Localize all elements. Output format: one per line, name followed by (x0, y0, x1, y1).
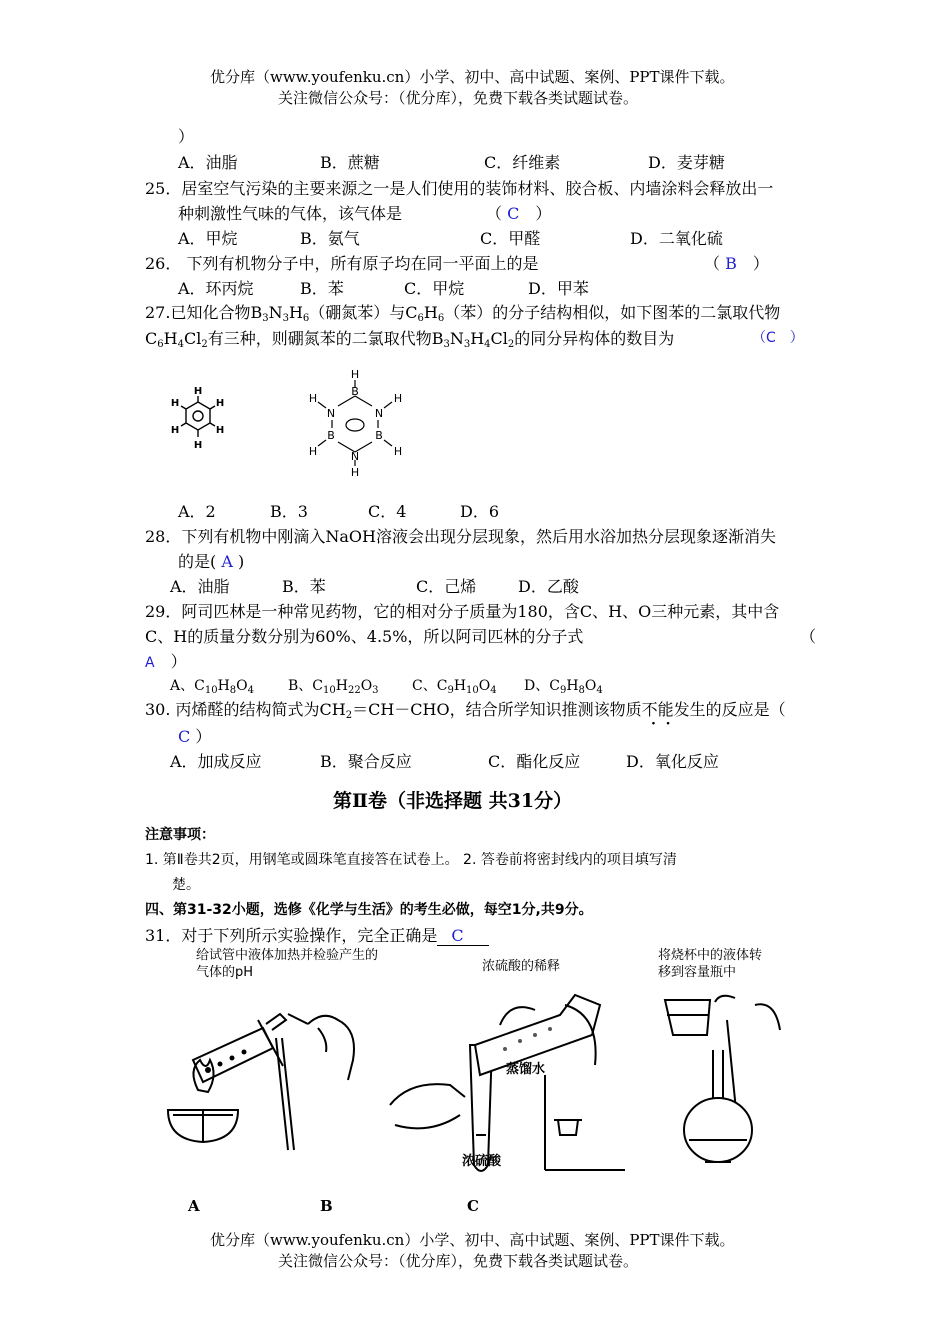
borazine-b-atom: B (327, 429, 335, 442)
section-title: 第Ⅱ卷（非选择题 共31分） (333, 790, 573, 812)
q27-option-a: A．2 (178, 502, 216, 521)
caption-c-1: 将烧杯中的液体转 (658, 948, 763, 963)
q30-emphasis: 不能 (641, 700, 674, 719)
q26-line-1: 26． 下列有机物分子中，所有原子均在同一平面上的是 (145, 254, 539, 273)
footer-line-2: 关注微信公众号：（优分库），免费下载各类试题试卷。 (278, 1252, 639, 1270)
q25-answer: C (507, 204, 520, 223)
q29-option-d: D、$C_9H_8O_4$ (524, 678, 603, 696)
notice-line-1: 1. 第Ⅱ卷共2页，用钢笔或圆珠笔直接答在试卷上。 2. 答卷前将密封线内的项目填写清 (145, 852, 677, 868)
caption-a-1: 给试管中液体加热并检验产生的 (196, 948, 379, 963)
q31-answer: C (451, 926, 464, 945)
q27-option-d: D．6 (460, 502, 500, 521)
q29-option-c: C、$C_9H_{10}O_4$ (412, 678, 497, 696)
caption-a-2: 气体的pH (196, 965, 254, 980)
notice-line-2: 楚。 (172, 877, 200, 893)
label-c: C (467, 1197, 479, 1215)
footer-line-1: 优分库（www.youfenku.cn）小学、初中、高中试题、案例、PPT课件下载。 (210, 1231, 735, 1249)
benzene-h-atom: H (215, 398, 225, 409)
part4-heading: 四、第31-32小题，选修《化学与生活》的考生必做，每空1分,共9分。 (145, 902, 593, 918)
q29-answer-line: A ） (145, 652, 187, 671)
borazine-b-atom: B (375, 429, 383, 442)
q29-line-1: 29．阿司匹林是一种常见药物，它的相对分子质量为180，含C、H、O三种元素，其中含 (145, 602, 780, 621)
borazine-h-atom: H (350, 466, 360, 479)
q25-answer-paren: （ C ） (486, 204, 552, 223)
q26-option-d: D．甲苯 (528, 279, 589, 298)
q26-answer-paren: （ B ） (704, 254, 769, 273)
q28-line-2: 的是( A ) (178, 552, 245, 571)
q28-option-c: C．己烯 (416, 577, 477, 596)
borazine-structure (300, 368, 410, 479)
q27-option-c: C．4 (368, 502, 407, 521)
caption-c-2: 移到容量瓶中 (658, 965, 737, 980)
q29-line-2: C、H的质量分数分别为60%、4.5%，所以阿司匹林的分子式 (145, 627, 584, 646)
q30-answer-line: C ） (178, 727, 212, 746)
q29-option-b: B、$C_{10}H_{22}O_3$ (288, 678, 379, 696)
illustration-c-flask (655, 990, 795, 1165)
q25-line-2: 种刺激性气味的气体，该气体是 (178, 204, 403, 223)
q31-stem: 31．对于下列所示实验操作，完全正确是 C (145, 923, 489, 946)
illustration-b-dilution (370, 985, 630, 1180)
caption-b: 浓硫酸的稀释 (482, 959, 561, 974)
q24-tail: ） (178, 127, 195, 146)
q29-option-a: A、$C_{10}H_8O_4$ (170, 678, 255, 696)
borazine-n-atom: N (326, 407, 336, 420)
label-conc-acid: 浓硫酸 (462, 1154, 502, 1169)
emphasis-dots: · · (651, 716, 671, 732)
q27-line-2: $C_6H_4Cl_2$有三种，则硼氮苯的二氯取代物$B_3N_3H_4Cl_2$的同分异构体的数目为 (145, 329, 675, 350)
benzene-h-atom: H (193, 440, 203, 451)
benzene-h-atom: H (170, 425, 180, 436)
q29-paren-open: （ (800, 627, 817, 646)
notice-title: 注意事项： (145, 827, 215, 843)
borazine-h-atom: H (393, 445, 403, 458)
q27-line-1: 27.已知化合物$B_3N_3H_6$（硼氮苯）与$C_6H_6$（苯）的分子结构相似，如下图苯的二氯取代物 (145, 303, 781, 324)
q28-option-a: A．油脂 (170, 577, 230, 596)
q26-option-a: A．环丙烷 (178, 279, 254, 298)
header-line-2: 关注微信公众号：（优分库），免费下载各类试题试卷。 (278, 89, 639, 107)
q27-option-b: B．3 (270, 502, 308, 521)
illustration-a-heating (158, 1000, 368, 1170)
q25-option-c: C．甲醛 (480, 229, 541, 248)
q25-line-1: 25．居室空气污染的主要来源之一是人们使用的装饰材料、胶合板、内墙涂料会释放出一 (145, 179, 774, 198)
q24-option-d: D．麦芽糖 (648, 153, 725, 172)
q30-option-b: B．聚合反应 (320, 752, 412, 771)
header-line-1: 优分库（www.youfenku.cn）小学、初中、高中试题、案例、PPT课件下载。 (210, 68, 735, 86)
borazine-n-atom: N (374, 407, 384, 420)
q28-line-1: 28．下列有机物中刚滴入NaOH溶液会出现分层现象，然后用水浴加热分层现象逐渐消失 (145, 527, 776, 546)
q29-answer: A (145, 655, 155, 671)
label-a: A (188, 1197, 200, 1215)
label-b: B (320, 1197, 333, 1215)
label-distilled-water: 蒸馏水 (506, 1062, 546, 1077)
q25-option-d: D．二氧化硫 (630, 229, 723, 248)
q30-option-d: D．氧化反应 (626, 752, 719, 771)
q26-answer: B (725, 254, 737, 273)
q30-answer: C (178, 727, 191, 746)
q24-option-b: B．蔗糖 (320, 153, 380, 172)
benzene-structure (160, 386, 240, 470)
q28-option-d: D．乙酸 (518, 577, 579, 596)
q25-option-a: A．甲烷 (178, 229, 238, 248)
borazine-n-atom: N (350, 450, 360, 463)
q26-option-b: B．苯 (300, 279, 344, 298)
borazine-h-atom: H (308, 392, 318, 405)
q24-option-a: A．油脂 (178, 153, 238, 172)
q24-option-c: C．纤维素 (484, 153, 561, 172)
borazine-h-atom: H (350, 368, 360, 381)
benzene-h-atom: H (215, 425, 225, 436)
q25-option-b: B．氨气 (300, 229, 360, 248)
q27-answer: （C ） (752, 330, 804, 346)
q26-option-c: C．甲烷 (404, 279, 465, 298)
borazine-b-atom: B (351, 385, 359, 398)
benzene-h-atom: H (193, 386, 203, 397)
q28-option-b: B．苯 (282, 577, 326, 596)
benzene-h-atom: H (170, 398, 180, 409)
borazine-h-atom: H (308, 445, 318, 458)
borazine-h-atom: H (393, 392, 403, 405)
q30-option-c: C．酯化反应 (488, 752, 581, 771)
q30-line-1: 30. 丙烯醛的结构简式为$CH_2=CH-CHO$，结合所学知识推测该物质不能发生的反应是（ (145, 700, 786, 721)
q28-answer: A (221, 552, 233, 571)
q30-option-a: A．加成反应 (170, 752, 262, 771)
